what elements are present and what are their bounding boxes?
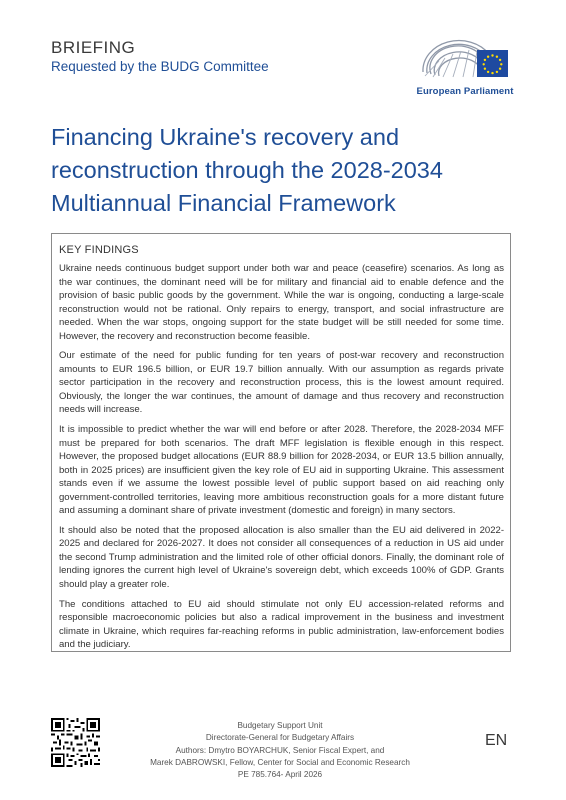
footer-authors-2: Marek DABROWSKI, Fellow, Center for Social and Economic Research [150,757,410,767]
qr-code-icon[interactable] [51,718,100,767]
footer-directorate: Directorate-General for Budgetary Affairs [205,733,355,743]
footer-info [120,720,440,781]
language-code: EN [485,732,508,749]
key-findings-paragraph-2: Our estimate of the need for public funding for ten years of post-war recovery and reconstruction amounts to EUR 196.5 billion, or EUR 19.7 billion annually. With our assumption as regards private sector participation in the recovery and reconstruction process, this is the lowest amount required. Obviously, the longer the war continues, the amount of damage and thus recovery and reconstruction needs will increase. [59,350,504,416]
key-findings-paragraph-4: It should also be noted that the proposed allocation is also smaller than the EU aid delivered in 2022-2025 and declared for 2026-2027. It does not consider all consequences of a reduction in US aid under the second Trump administration and the limited role of other official donors. Finally, the dominant role of lending ignores the current high level of Ukraine's sovereign debt, which exceeds 100% of GDP. Grants should play a greater role. [59,524,504,591]
footer-reference: PE 785.764- April 2026 [237,770,323,780]
key-findings-box [51,233,511,652]
european-parliament-logo-icon [413,30,517,86]
briefing-label: BRIEFING [51,38,136,57]
document-title: Financing Ukraine's recovery and reconstruction through the 2028-2034 Multiannual Financial Framework [51,124,443,216]
logo-text: European Parliament [416,86,514,97]
footer-authors-1: Authors: Dmytro BOYARCHUK, Senior Fiscal Expert, and [175,745,385,755]
key-findings-paragraph-1: Ukraine needs continuous budget support under both war and peace (ceasefire) scenarios. As long as the war continues, the dominant need will be for military and financial aid to enable defence and the provision of basic public goods by the government. While the war is ongoing, conducting a large-scale reconstruction would not be rational. Only repairs to energy, transport, and social infrastructure are needed. When the war stops, ongoing support for the state budget will be still needed for some time. However, the recovery and reconstruction become feasible. [59,263,504,342]
key-findings-paragraph-5: The conditions attached to EU aid should stimulate not only EU accession-related reforms and responsible macroeconomic policies but also a radical improvement in the business and investment climate in Ukraine, which requires far-reaching reforms in public administration, law-enforcement bodies and the judiciary. [59,598,504,651]
footer-unit: Budgetary Support Unit [237,721,323,730]
key-findings-heading: KEY FINDINGS [59,244,139,256]
key-findings-paragraph-3: It is impossible to predict whether the war will end before or after 2028. Therefore, the 2028-2034 MFF must be prepared for both scenarios. The draft MFF legislation is flexible enough in this respect. However, the proposed budget allocations (EUR 88.9 billion for 2028-2034, or EUR 13.5 billion annually, both in 2025 prices) are insufficient given the key role of EU aid in supporting Ukraine. This assessment stands even if we assume the lowest possible level of public support based on aid reaching only government-controlled territories, leaving more ambitious reconstruction goals for a more distant future and assuming a dominant share of private investment (domestic and foreign) in many sectors. [59,424,504,517]
requested-by: Requested by the BUDG Committee [51,59,269,74]
european-parliament-logo [413,30,517,98]
